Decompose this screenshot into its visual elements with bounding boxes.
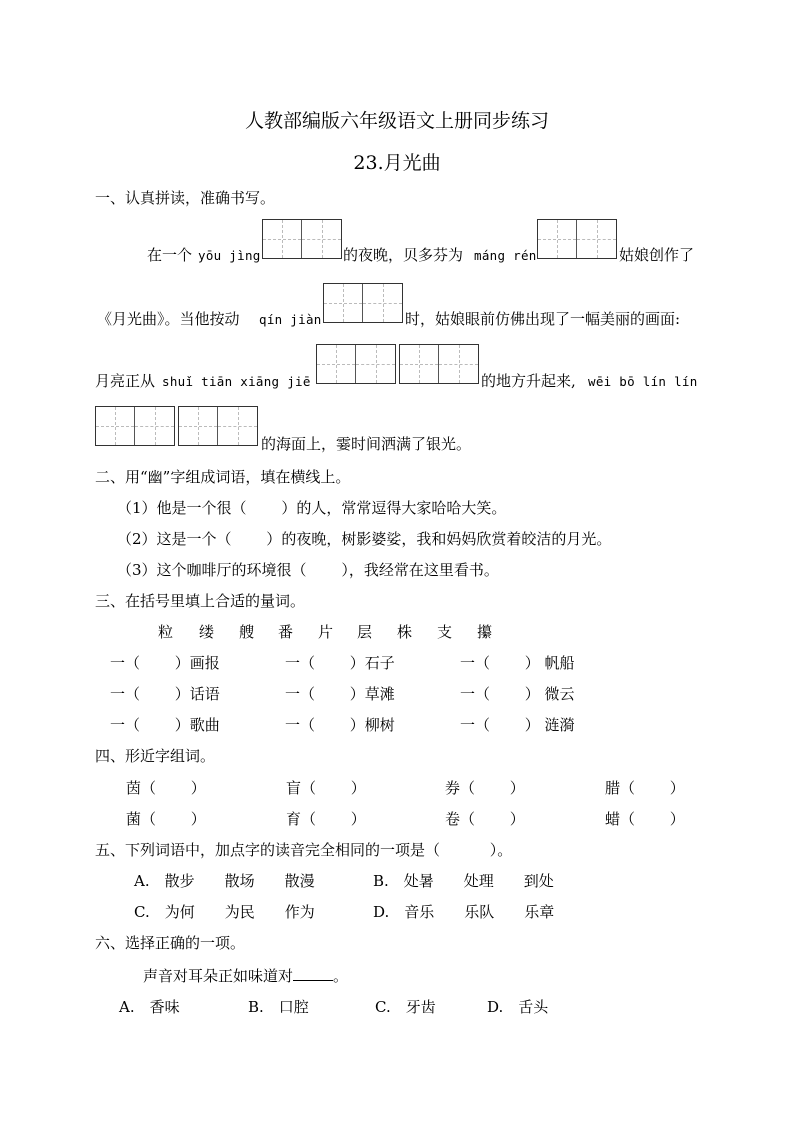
s5-option-c: C. 为何 为民 作为 [134, 903, 315, 921]
writing-grid-4b[interactable] [399, 344, 479, 384]
s2-question-2: （2）这是一个（ ）的夜晚，树影婆娑，我和妈妈欣赏着皎洁的月光。 [117, 530, 612, 548]
s6-stem-text: 声音对耳朵正如味道对 [143, 967, 294, 985]
pinyin-shuitianxiangjie: shuǐ tiān xiāng jiē [162, 374, 311, 389]
s1-text-1a: 在一个 [147, 246, 193, 264]
s1-text-3a: 月亮正从 [95, 372, 156, 390]
measure-word-2: 缕 [199, 623, 215, 641]
s1-text-3b: 的地方升起来, [481, 372, 576, 390]
s3-item: 一（ ）歌曲 [110, 716, 220, 734]
pinyin-weibolinlin: wēi bō lín lín [588, 374, 698, 389]
s4-item: 茵（ ） [126, 779, 206, 797]
s5-option-d: D. 音乐 乐队 乐章 [373, 903, 555, 921]
s3-item: 一（ ）话语 [110, 685, 220, 703]
s6-option-a: A. 香味 [119, 998, 180, 1016]
measure-word-8: 支 [437, 623, 453, 641]
s4-item: 菌（ ） [126, 810, 206, 828]
s1-text-2a: 《月光曲》。当他按动 [97, 310, 240, 328]
section-6-heading: 六、选择正确的一项。 [95, 934, 246, 952]
writing-grid-3[interactable] [323, 283, 403, 323]
s4-item: 蜡（ ） [605, 810, 685, 828]
s3-item: 一（ ）草滩 [285, 685, 395, 703]
s3-item: 一（ ） 微云 [460, 685, 575, 703]
measure-word-7: 株 [397, 623, 413, 641]
s1-text-2b: 时，姑娘眼前仿佛出现了一幅美丽的画面: [405, 310, 681, 328]
lesson-title: 23.月光曲 [353, 152, 441, 174]
s1-text-1c: 姑娘创作了 [619, 246, 695, 264]
s5-option-a: A. 散步 散场 散漫 [134, 872, 315, 890]
s3-item: 一（ ）柳树 [285, 716, 395, 734]
s1-text-1b: 的夜晚，贝多芬为 [343, 246, 464, 264]
s4-item: 卷（ ） [445, 810, 525, 828]
s4-item: 盲（ ） [286, 779, 366, 797]
section-5-heading: 五、下列词语中，加点字的读音完全相同的一项是（ ）。 [95, 841, 513, 859]
page-title: 人教部编版六年级语文上册同步练习 [244, 110, 549, 132]
s3-item: 一（ ） 涟漪 [460, 716, 575, 734]
answer-blank[interactable] [293, 966, 333, 981]
s3-item: 一（ ）石子 [285, 654, 395, 672]
s4-item: 腊（ ） [605, 779, 685, 797]
measure-word-6: 层 [357, 623, 373, 641]
measure-word-3: 艘 [239, 623, 255, 641]
measure-word-9: 攥 [477, 623, 493, 641]
measure-word-1: 粒 [158, 623, 174, 641]
pinyin-qinjian: qín jiàn [259, 312, 322, 327]
writing-grid-4a[interactable] [316, 344, 396, 384]
writing-grid-2[interactable] [537, 219, 617, 259]
section-4-heading: 四、形近字组词。 [95, 747, 216, 765]
section-1-heading: 一、认真拼读，准确书写。 [95, 189, 276, 207]
s6-stem-end: 。 [333, 967, 349, 985]
measure-word-4: 番 [278, 623, 294, 641]
s5-option-b: B. 处暑 处理 到处 [373, 872, 554, 890]
pinyin-mangren: máng rén [474, 248, 537, 263]
writing-grid-5a[interactable] [95, 406, 175, 446]
s2-question-1: （1）他是一个很（ ）的人，常常逗得大家哈哈大笑。 [117, 499, 507, 517]
s6-option-b: B. 口腔 [248, 998, 309, 1016]
s3-item: 一（ ） 帆船 [460, 654, 575, 672]
s6-option-d: D. 舌头 [487, 998, 549, 1016]
s6-stem [143, 966, 348, 986]
s6-option-c: C. 牙齿 [375, 998, 436, 1016]
writing-grid-1[interactable] [262, 219, 342, 259]
pinyin-youjing: yōu jìng [198, 248, 261, 263]
s4-item: 券（ ） [445, 779, 525, 797]
writing-grid-5b[interactable] [178, 406, 258, 446]
s1-text-4a: 的海面上，霎时间洒满了银光。 [261, 435, 472, 453]
s4-item: 育（ ） [286, 810, 366, 828]
s3-item: 一（ ）画报 [110, 654, 220, 672]
s2-question-3: （3）这个咖啡厅的环境很（ ），我经常在这里看书。 [117, 561, 499, 579]
measure-word-5: 片 [318, 623, 334, 641]
section-2-heading: 二、用“幽”字组成词语，填在横线上。 [95, 468, 351, 486]
section-3-heading: 三、在括号里填上合适的量词。 [95, 592, 306, 610]
